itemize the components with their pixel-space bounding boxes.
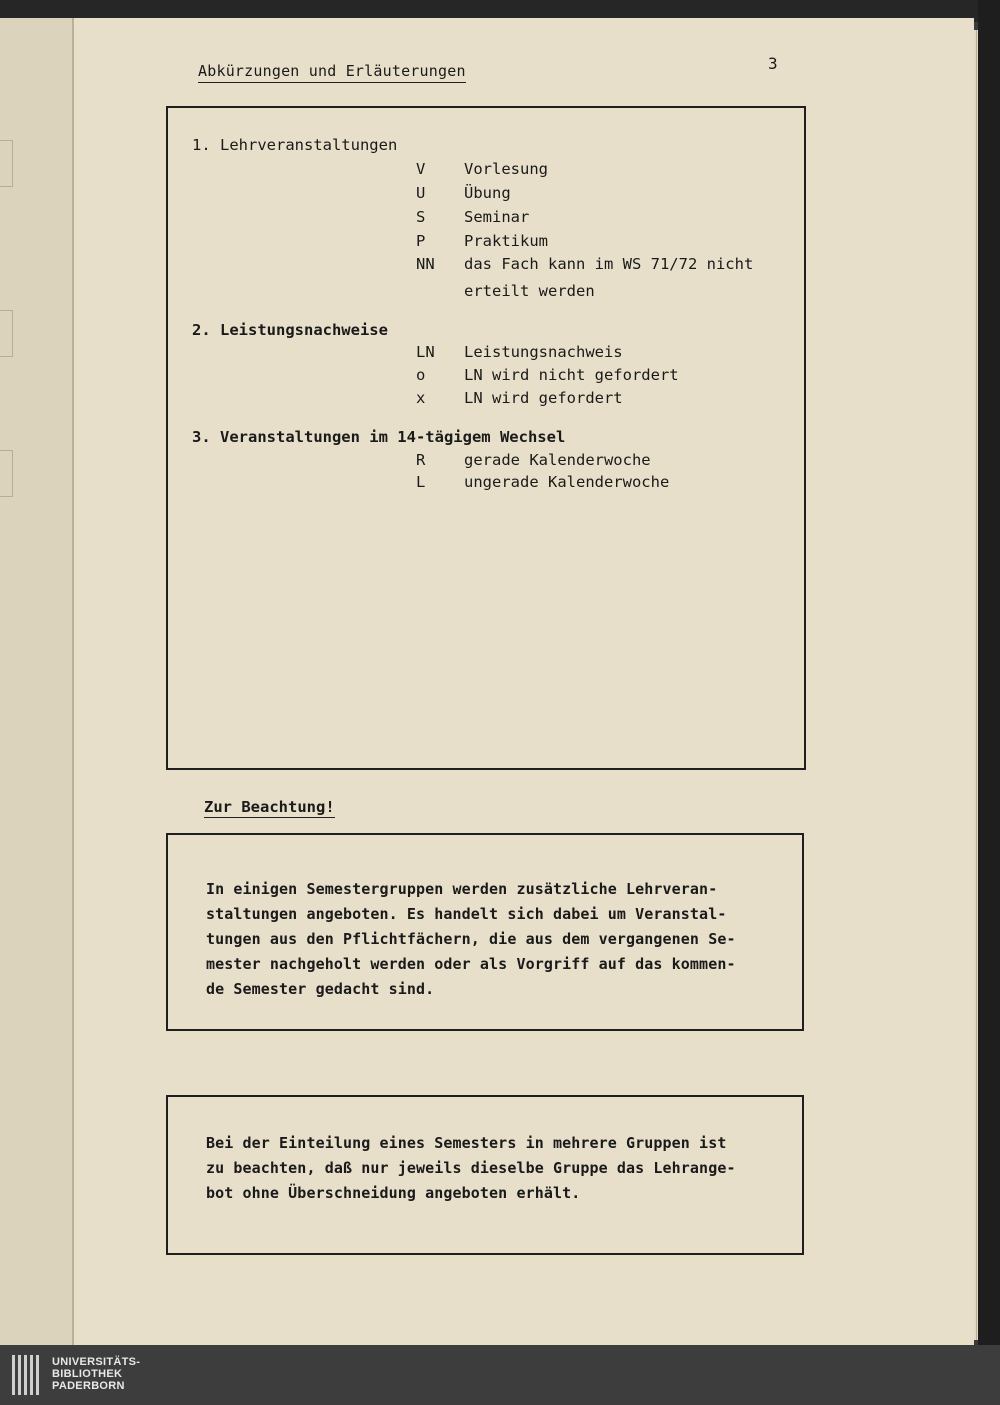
abbreviation-text: Praktikum (464, 232, 548, 250)
library-logo-icon (12, 1355, 42, 1395)
notice-paragraph (206, 1131, 736, 1206)
notice-box-groups (166, 1095, 804, 1255)
abbreviation-text: Leistungsnachweis (464, 343, 623, 361)
notice-line: bot ohne Überschneidung angeboten erhält. (206, 1184, 581, 1202)
abbreviation-code: V (416, 160, 426, 178)
abbreviation-text: erteilt werden (464, 282, 595, 300)
abbreviation-text: Übung (464, 184, 511, 202)
binder-right-edge (978, 0, 1000, 1345)
abbreviation-code: S (416, 208, 426, 226)
abbreviation-text: das Fach kann im WS 71/72 nicht (464, 255, 754, 273)
page-number: 3 (768, 54, 778, 73)
section-heading-veranstaltungen-wechsel: 3. Veranstaltungen im 14-tägigem Wechsel (192, 428, 566, 446)
notice-paragraph (206, 877, 736, 1002)
abbreviation-code: U (416, 184, 426, 202)
abbreviation-code: x (416, 389, 426, 407)
abbreviation-code: L (416, 473, 426, 491)
abbreviation-text: gerade Kalenderwoche (464, 451, 651, 469)
document-page (74, 18, 974, 1345)
notice-line: tungen aus den Pflichtfächern, die aus dem vergangenen Se- (206, 930, 736, 948)
left-page-tab (0, 310, 13, 357)
left-page-tab (0, 450, 13, 497)
abbreviation-text: ungerade Kalenderwoche (464, 473, 670, 491)
abbreviation-code: o (416, 366, 426, 384)
abbreviation-code: R (416, 451, 426, 469)
page-title: Abkürzungen und Erläuterungen (198, 62, 466, 83)
left-page-edge (0, 18, 74, 1345)
notice-heading: Zur Beachtung! (204, 798, 335, 816)
abbreviation-code: LN (416, 343, 435, 361)
abbreviation-code: NN (416, 255, 435, 273)
abbreviations-box (166, 106, 806, 770)
notice-line: mester nachgeholt werden oder als Vorgriff auf das kommen- (206, 955, 736, 973)
notice-line: de Semester gedacht sind. (206, 980, 435, 998)
notice-line: staltungen angeboten. Es handelt sich dabei um Veranstal- (206, 905, 727, 923)
library-logo-text (52, 1356, 140, 1392)
section-heading-leistungsnachweise: 2. Leistungsnachweise (192, 321, 388, 339)
notice-line: zu beachten, daß nur jeweils dieselbe Gruppe das Lehrange- (206, 1159, 736, 1177)
library-footer (0, 1345, 1000, 1405)
logo-line: BIBLIOTHEK (52, 1368, 123, 1380)
notice-box-additional-courses (166, 833, 804, 1031)
notice-line: Bei der Einteilung eines Semesters in mehrere Gruppen ist (206, 1134, 727, 1152)
logo-line: UNIVERSITÄTS- (52, 1356, 141, 1368)
abbreviation-code: P (416, 232, 426, 250)
abbreviation-text: Vorlesung (464, 160, 548, 178)
section-heading-lehrveranstaltungen: 1. Lehrveranstaltungen (192, 136, 398, 154)
abbreviation-text: LN wird nicht gefordert (464, 366, 679, 384)
logo-line: PADERBORN (52, 1380, 125, 1392)
notice-line: In einigen Semestergruppen werden zusätzliche Lehrveran- (206, 880, 718, 898)
left-page-tab (0, 140, 13, 187)
abbreviation-text: Seminar (464, 208, 530, 226)
abbreviation-text: LN wird gefordert (464, 389, 623, 407)
